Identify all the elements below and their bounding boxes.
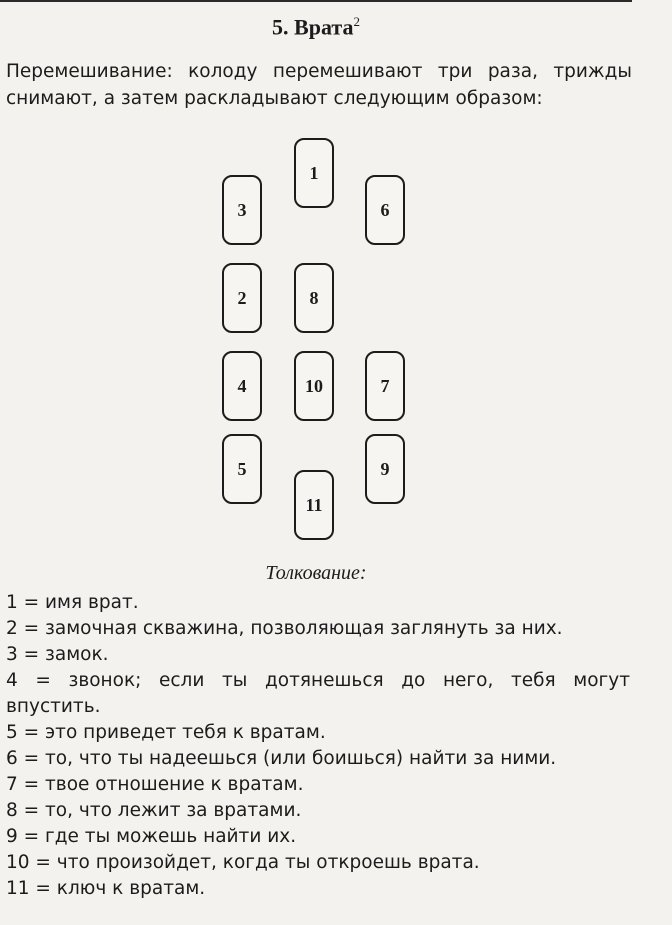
- interpretation-item: 3 = замок.: [6, 644, 109, 665]
- card-11: 11: [294, 470, 334, 540]
- card-3: 3: [222, 175, 262, 245]
- interpretation-heading: Толкование:: [265, 562, 367, 584]
- card-6: 6: [365, 175, 405, 245]
- card-10: 10: [294, 351, 334, 421]
- interpretation-item: 4 = звонок; если ты дотянешься до него, тебя могут: [6, 670, 630, 691]
- interpretation-item: 7 = твое отношение к вратам.: [6, 774, 304, 795]
- interpretation-item: 6 = то, что ты надеешься (или боишься) найти за ними.: [6, 748, 557, 769]
- top-rule: [0, 0, 632, 2]
- card-9: 9: [365, 434, 405, 504]
- interpretation-item: 2 = замочная скважина, позволяющая заглянуть за них.: [6, 618, 563, 639]
- interpretation-item: 8 = то, что лежит за вратами.: [6, 800, 302, 821]
- interpretation-item: 5 = это приведет тебя к вратам.: [6, 722, 326, 743]
- card-1: 1: [294, 138, 334, 208]
- interpretation-item: 9 = где ты можешь найти их.: [6, 826, 297, 847]
- card-2: 2: [222, 263, 262, 333]
- section-title: [0, 14, 632, 40]
- interpretation-item: 1 = имя врат.: [6, 592, 139, 613]
- card-4: 4: [222, 351, 262, 421]
- interpretation-list: [6, 590, 630, 902]
- card-8: 8: [294, 263, 334, 333]
- interpretation-item: 11 = ключ к вратам.: [6, 878, 206, 899]
- interpretation-item: впустить.: [6, 696, 101, 717]
- card-5: 5: [222, 434, 262, 504]
- intro-paragraph: Перемешивание: колоду перемешивают три раза, трижды снимают, а затем раскладывают следующим образом:: [6, 61, 632, 109]
- interpretation-item: 10 = что произойдет, когда ты откроешь врата.: [6, 852, 480, 873]
- card-7: 7: [365, 351, 405, 421]
- footnote-mark: 2: [353, 14, 360, 29]
- section-title-text: 5. Врата: [272, 14, 354, 40]
